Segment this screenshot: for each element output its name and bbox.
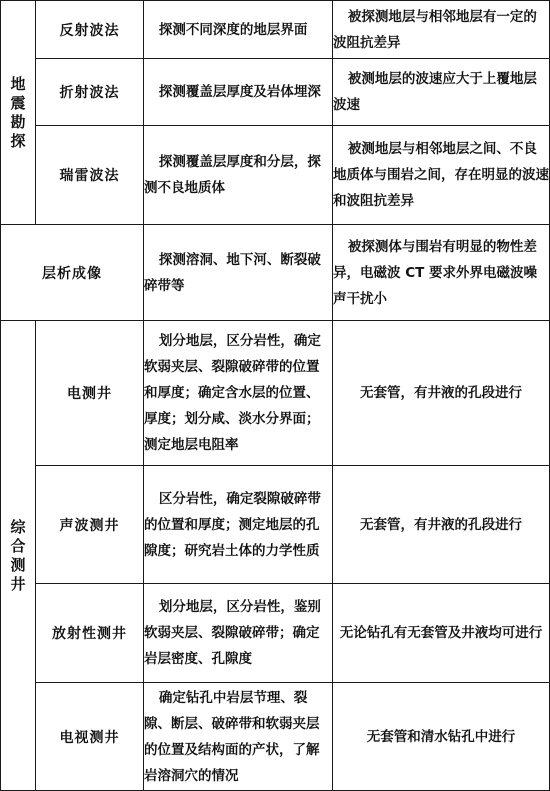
table-row xyxy=(1,1,550,59)
method-condition: 无论钻孔有无套管及井液均可进行 xyxy=(333,584,550,683)
table-row xyxy=(1,584,550,683)
method-name: 瑞雷波法 xyxy=(36,126,144,225)
method-name: 声波测井 xyxy=(36,466,144,584)
method-condition: 无套管和清水钻孔中进行 xyxy=(333,683,550,791)
method-condition: 无套管，有井液的孔段进行 xyxy=(333,321,550,466)
table-row xyxy=(1,225,550,321)
table-row xyxy=(1,321,550,466)
method-name: 反射波法 xyxy=(36,1,144,59)
table-row xyxy=(1,466,550,584)
table-row xyxy=(1,683,550,791)
method-purpose: 划分地层，区分岩性，确定软弱夹层、裂隙破碎带的位置和厚度；确定含水层的位置、厚度；划分咸、淡水分界面；测定地层电阻率 xyxy=(144,321,333,466)
group-label-seismic: 地震勘探 xyxy=(1,1,36,225)
method-name: 电视测井 xyxy=(36,683,144,791)
method-condition: 被测地层的波速应大于上覆地层波速 xyxy=(333,59,550,126)
method-condition: 被探测体与围岩有明显的物性差异，电磁波 CT 要求外界电磁波噪声干扰小 xyxy=(333,225,550,321)
method-name: 放射性测井 xyxy=(36,584,144,683)
method-condition: 被探测地层与相邻地层有一定的波阻抗差异 xyxy=(333,1,550,59)
method-purpose: 探测覆盖层厚度及岩体埋深 xyxy=(144,59,333,126)
table-row xyxy=(1,126,550,225)
method-purpose: 探测不同深度的地层界面 xyxy=(144,1,333,59)
method-purpose: 确定钻孔中岩层节理、裂隙、断层、破碎带和软弱夹层的位置及结构面的产状，了解岩溶洞穴的情况 xyxy=(144,683,333,791)
method-purpose: 划分地层，区分岩性，鉴别软弱夹层、裂隙破碎带；确定岩层密度、孔隙度 xyxy=(144,584,333,683)
method-purpose: 探测溶洞、地下河、断裂破碎带等 xyxy=(144,225,333,321)
table-row xyxy=(1,59,550,126)
method-name: 层析成像 xyxy=(1,225,144,321)
method-purpose: 区分岩性，确定裂隙破碎带的位置和厚度；测定地层的孔隙度；研究岩土体的力学性质 xyxy=(144,466,333,584)
method-name: 折射波法 xyxy=(36,59,144,126)
method-name: 电测井 xyxy=(36,321,144,466)
method-condition: 被测地层与相邻地层之间、不良地质体与围岩之间，存在明显的波速和波阻抗差异 xyxy=(333,126,550,225)
method-purpose: 探测覆盖层厚度和分层，探测不良地质体 xyxy=(144,126,333,225)
group-label-well-logging: 综合测井 xyxy=(1,321,36,791)
method-condition: 无套管，有井液的孔段进行 xyxy=(333,466,550,584)
